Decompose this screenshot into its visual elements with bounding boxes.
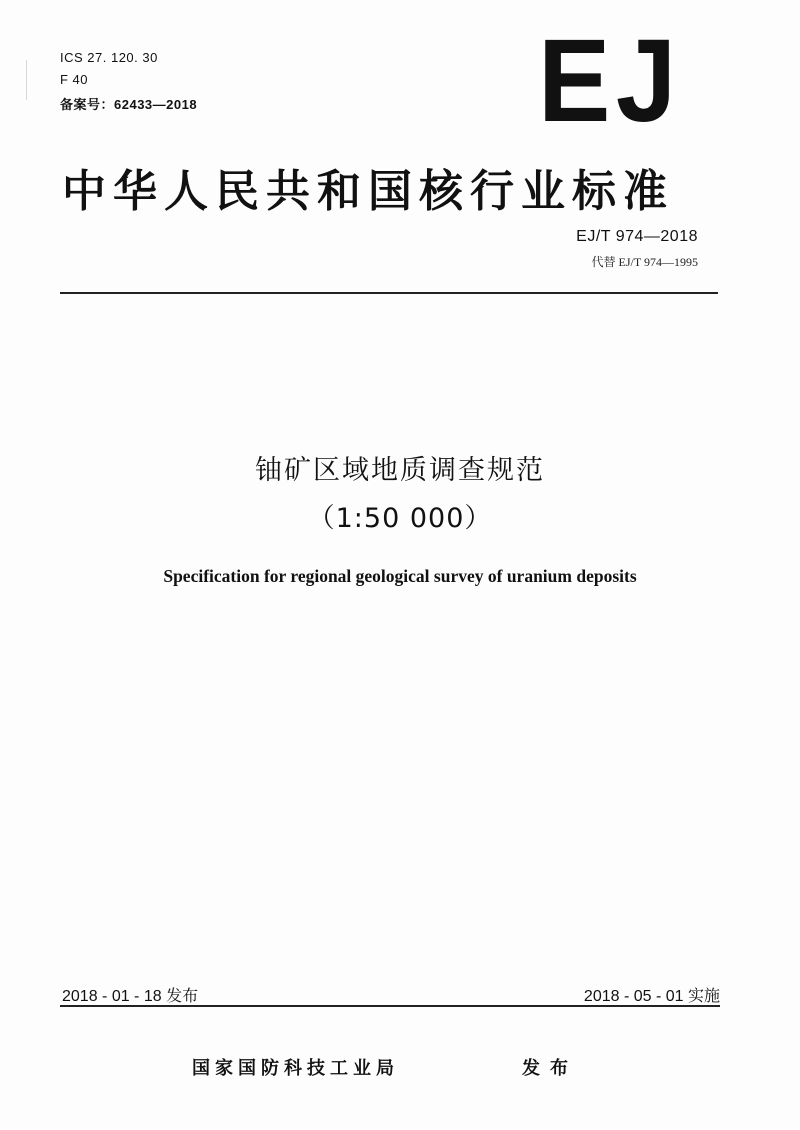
document-scale: （1:50 000） (307, 503, 493, 534)
replaces-standard: 代替 EJ/T 974—1995 (591, 255, 698, 269)
standard-number: EJ/T 974—2018 (576, 228, 698, 245)
issue-date: 2018 - 01 - 18 发布 (62, 988, 199, 1005)
publish-label: 发布 (522, 1058, 578, 1079)
ccs-code: F 40 (60, 72, 89, 87)
publisher-name: 国家国防科技工业局 (192, 1058, 399, 1079)
ej-standard-logo: EJ (538, 15, 682, 147)
header-divider (60, 292, 718, 294)
ics-code: ICS 27. 120. 30 (60, 50, 158, 65)
document-title-english: Specification for regional geological survey of uranium deposits (163, 566, 637, 586)
standard-category-title: 中华人民共和国核行业标准 (62, 166, 674, 217)
implementation-date: 2018 - 05 - 01 实施 (583, 988, 720, 1005)
document-title-chinese: 铀矿区域地质调查规范 (255, 455, 545, 486)
footer-divider (60, 1005, 720, 1007)
registration-number: 备案号：62433—2018 (60, 97, 198, 112)
scan-edge-mark (26, 60, 27, 100)
